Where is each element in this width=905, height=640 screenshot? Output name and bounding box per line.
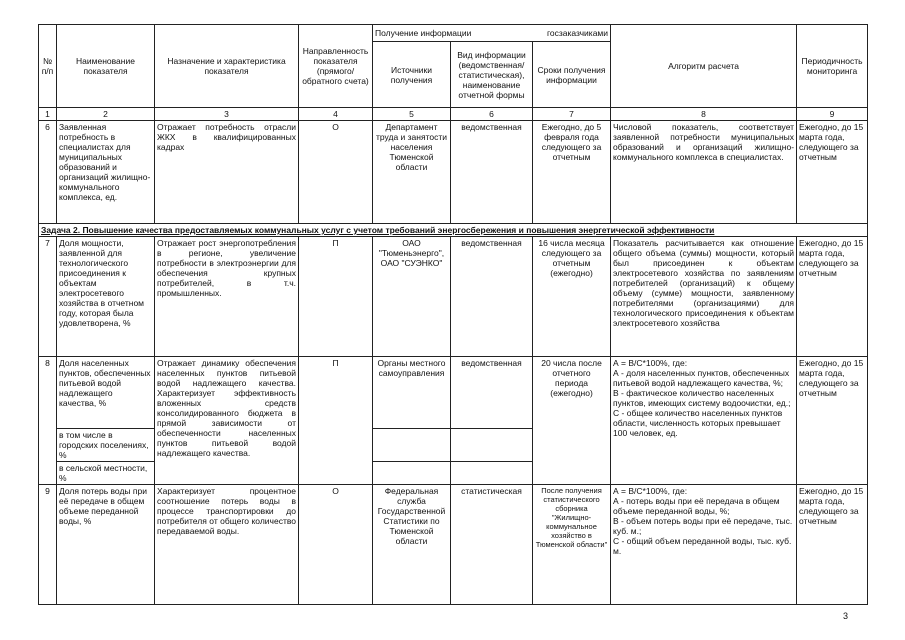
algorithm-c: С - общий объем переданной воды, тыс. куб. м.: [613, 536, 792, 556]
info-source: ОАО "Тюменьэнерго", ОАО "СУЭНКО": [373, 237, 451, 357]
info-source: Федеральная служба Государственной Статистики по Тюменской области: [373, 485, 451, 605]
indicator-purpose: Отражает динамику обеспечения населенных пунктов питьевой водой надлежащего качества. Характеризует эффективность вложенных средств консолидированного бюджета в прямой зависимости от обеспеченности населенных пунктов питьевой водой надлежащего качества.: [155, 357, 299, 485]
monitoring-period: Ежегодно, до 15 марта года, следующего за отчетным: [797, 237, 868, 357]
header-col-name: Наименование показателя: [57, 25, 155, 108]
info-source: Органы местного самоуправления: [373, 357, 451, 429]
task-row: [39, 224, 868, 237]
indicator-name: Доля мощности, заявленной для технологического присоединения к объектам электросетевого хозяйства в отчетном году, которая была удовлетворена, %: [57, 237, 155, 357]
table-row: [39, 485, 868, 605]
indicator-name: Доля населенных пунктов, обеспеченных питьевой водой надлежащего качества, %: [57, 357, 155, 429]
col-number: 9: [797, 108, 868, 121]
monitoring-period: Ежегодно, до 15 марта года, следующего за отчетным: [797, 485, 868, 605]
info-source-empty: [373, 429, 451, 462]
info-deadline: 16 числа месяца следующего за отчетным (ежегодно): [533, 237, 611, 357]
header-row: [39, 25, 868, 42]
info-type: ведомственная: [451, 237, 533, 357]
column-numbers-row: [39, 108, 868, 121]
indicator-purpose: Характеризует процентное соотношение потерь воды в процессе транспортировки до потребителя от общего количество передаваемой воды.: [155, 485, 299, 605]
algorithm-c: С - общее количество населенных пунктов области, численность которых превышает 100 человек, ед.: [613, 408, 783, 438]
indicator-name: Доля потерь воды при её передаче в общем объеме переданной воды, %: [57, 485, 155, 605]
info-source-empty: [373, 462, 451, 485]
header-col-deadline: Сроки получения информации: [533, 42, 611, 108]
table-row: [39, 237, 868, 357]
info-type-empty: [451, 462, 533, 485]
info-source: Департамент труда и занятости населения Тюменской области: [373, 121, 451, 224]
indicator-name-rural: в сельской местности, %: [57, 462, 155, 485]
algorithm-b: В - объем потерь воды при её передаче, тыс. куб. м.;: [613, 516, 793, 536]
task-heading-text: Задача 2. Повышение качества предоставляемых коммунальных услуг с учетом требований энергосбережения и повышения энергетической эффективности: [41, 225, 715, 235]
info-type: ведомственная: [451, 121, 533, 224]
algorithm-formula: А = В/С*100%, где:: [613, 358, 688, 368]
algorithm-formula: А = В/С*100%, где:: [613, 486, 688, 496]
col-number: 4: [299, 108, 373, 121]
header-col-algorithm: Алгоритм расчета: [611, 25, 797, 108]
header-info-right: госзаказчиками: [546, 28, 609, 38]
indicator-direction: О: [299, 485, 373, 605]
indicator-name-city: в том числе в городских поселениях, %: [57, 429, 155, 462]
calc-algorithm: Числовой показатель, соответствует заявленной потребности муниципальных образований и организаций жилищно-коммунального комплекса в специалистах.: [611, 121, 797, 224]
col-number: 1: [39, 108, 57, 121]
indicator-name: Заявленная потребность в специалистах для муниципальных образований и организаций жилищно-коммунального комплекса, ед.: [57, 121, 155, 224]
info-deadline: Ежегодно, до 5 февраля года следующего за отчетным: [533, 121, 611, 224]
indicator-purpose: Отражает потребность отрасли ЖКХ в квалифицированных кадрах: [155, 121, 299, 224]
info-deadline: После получения статистического сборника "Жилищно-коммунальное хозяйство в Тюменской области": [533, 485, 611, 605]
header-col-purpose: Назначение и характеристика показателя: [155, 25, 299, 108]
header-col-direction: Направленность показателя (прямого/ обратного счета): [299, 25, 373, 108]
info-type-empty: [451, 429, 533, 462]
info-type: статистическая: [451, 485, 533, 605]
page-number: 3: [843, 611, 849, 621]
header-info-group: [373, 25, 611, 42]
algorithm-b: В - фактическое количество населенных пунктов, имеющих систему водоочистки, ед.;: [613, 388, 791, 408]
col-number: 2: [57, 108, 155, 121]
info-type: ведомственная: [451, 357, 533, 429]
col-number: 3: [155, 108, 299, 121]
task-heading: [39, 224, 868, 237]
indicator-purpose: Отражает рост энергопотребления в регионе, увеличение потребности в электроэнергии для обеспечения крупных потребителей, в т.ч. промышленных.: [155, 237, 299, 357]
info-deadline: 20 числа после отчетного периода (ежегодно): [533, 357, 611, 485]
header-col-source: Источники получения: [373, 42, 451, 108]
monitoring-period: Ежегодно, до 15 марта года, следующего за отчетным: [797, 121, 868, 224]
header-col-period: Периодичность мониторинга: [797, 25, 868, 108]
col-number: 7: [533, 108, 611, 121]
row-number: 9: [39, 485, 57, 605]
indicator-direction: П: [299, 237, 373, 357]
algorithm-a: А - потерь воды при её передача в общем объеме переданной воды, %;: [613, 496, 780, 516]
header-col-num: № п/п: [39, 25, 57, 108]
row-number: 7: [39, 237, 57, 357]
indicator-direction: П: [299, 357, 373, 485]
col-number: 6: [451, 108, 533, 121]
monitoring-period: Ежегодно, до 15 марта года, следующего за отчетным: [797, 357, 868, 485]
calc-algorithm: [611, 485, 797, 605]
calc-algorithm: [611, 357, 797, 485]
col-number: 8: [611, 108, 797, 121]
row-number: 8: [39, 357, 57, 485]
table-row: [39, 121, 868, 224]
indicators-table: [38, 24, 868, 605]
header-col-info-type: Вид информации (ведомственная/ статистическая), наименование отчетной формы: [451, 42, 533, 108]
table-row: [39, 357, 868, 429]
indicator-direction: О: [299, 121, 373, 224]
row-number: 6: [39, 121, 57, 224]
algorithm-a: А - доля населенных пунктов, обеспеченных питьевой водой надлежащего качества, %;: [613, 368, 790, 388]
header-info-left: Получение информации: [375, 28, 472, 38]
col-number: 5: [373, 108, 451, 121]
calc-algorithm: Показатель расчитывается как отношение общего объема (суммы) мощности, который был присоединен к объектам электросетевого хозяйства по заявлениям потребителей (организаций) к общему объему (сумме) мощности, заявленному потребителями (организациями) для технологического присоединения к объектам электросетевого хозяйства: [611, 237, 797, 357]
